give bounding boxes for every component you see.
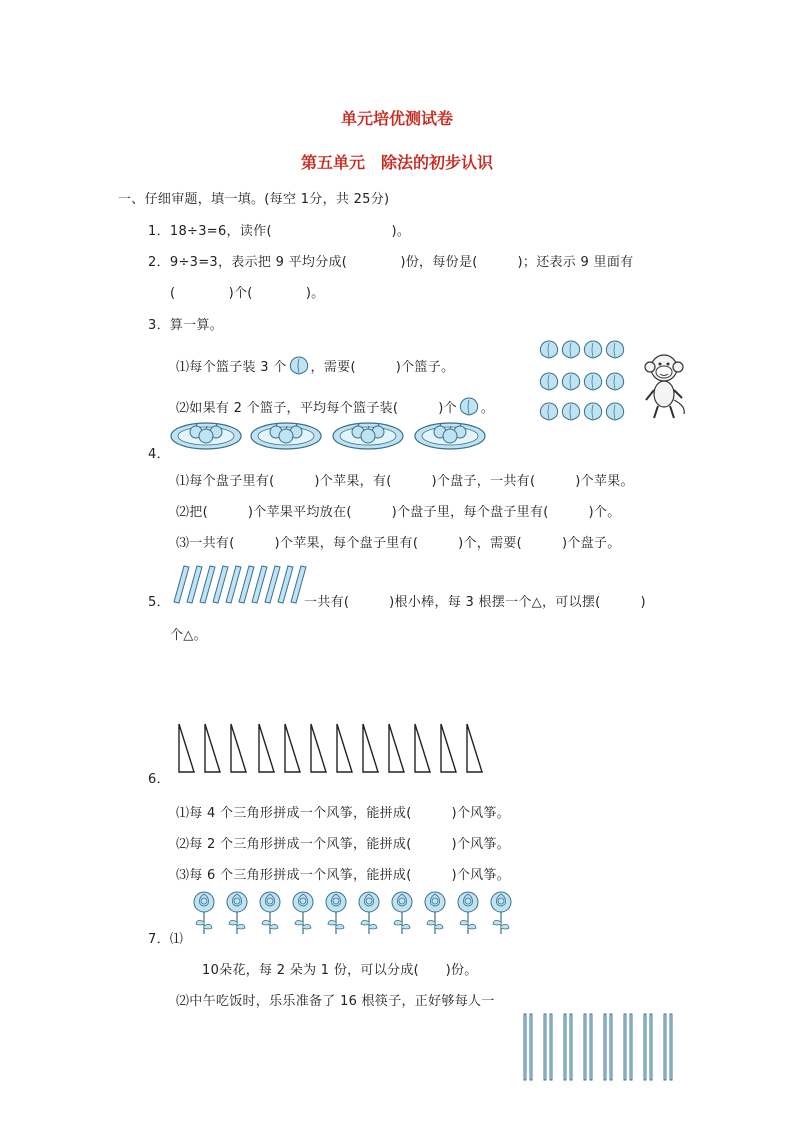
page-subtitle: 第五单元 除法的初步认识 [300,153,493,172]
question-6-number: 6． [148,772,170,787]
question-6-part-2: ⑵每 2 个三角形拼成一个风筝，能拼成( )个风筝。 [176,837,511,852]
question-6-part-3: ⑶每 6 个三角形拼成一个风筝，能拼成( )个风筝。 [176,868,511,883]
question-6-part-1: ⑴每 4 个三角形拼成一个风筝，能拼成( )个风筝。 [176,806,511,821]
question-5-number: 5． [148,595,170,610]
question-5-line-2: 个△。 [170,628,207,643]
question-3-label: 3．算一算。 [148,318,224,333]
q3-p1-text-b: ，需要( )个篮子。 [310,360,455,375]
question-5-line-1: 一共有( )根小棒，每 3 根摆一个△，可以摆( ) [304,595,646,610]
q3-p2-text-b: 。 [480,401,495,416]
page-title: 单元培优测试卷 [340,109,453,128]
question-2-line-1: 2．9÷3=3，表示把 9 平均分成( )份，每份是( )；还表示 9 里面有 [148,255,634,270]
q3-p2-text-a: ⑵如果有 2 个篮子，平均每个篮子装( )个 [176,401,457,416]
peach-icon [287,355,311,373]
question-7-part-1: 10朵花，每 2 朵为 1 份，可以分成( )份。 [202,963,478,978]
chopsticks-illustration [522,1014,678,1082]
question-7-part-2: ⑵中午吃饭时，乐乐准备了 16 根筷子，正好够每人一 [176,994,495,1009]
question-4-part-1: ⑴每个盘子里有( )个苹果，有( )个盘子，一共有( )个苹果。 [176,474,634,489]
peach-icon [457,396,481,414]
apple-plate-icon [171,423,241,449]
apple-plate-icon [333,423,403,449]
question-2-line-2: ( )个( )。 [170,286,325,301]
apple-plate-icon [415,423,485,449]
question-1: 1．18÷3=6，读作( )。 [148,224,411,239]
question-3-part-2 [176,396,494,416]
apple-plates-illustration [170,416,490,452]
question-7-number: 7．⑴ [148,932,184,947]
monkey-icon [640,350,690,420]
flowers-illustration [192,890,522,936]
question-3-part-1 [176,355,454,375]
q3-p1-text-a: ⑴每个篮子装 3 个 [176,360,287,375]
question-4-number: 4． [148,447,170,462]
triangles-illustration [178,722,488,774]
section-heading: 一、仔细审题，填一填。(每空 1分，共 25分) [118,192,390,207]
question-4-part-2: ⑵把( )个苹果平均放在( )个盘子里，每个盘子里有( )个。 [176,505,621,520]
peach-grid-illustration [538,340,634,426]
sticks-illustration [172,564,304,604]
apple-plate-icon [251,423,321,449]
question-4-part-3: ⑶一共有( )个苹果，每个盘子里有( )个，需要( )个盘子。 [176,536,621,551]
